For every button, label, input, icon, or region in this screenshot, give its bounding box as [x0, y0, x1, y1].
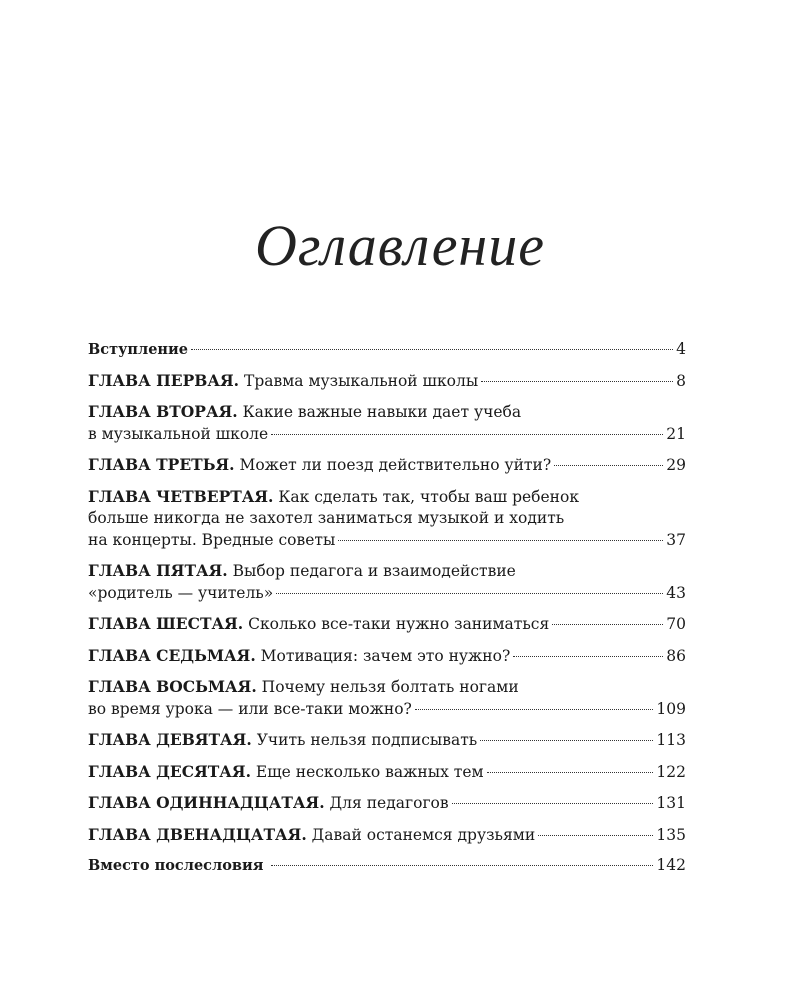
- toc-entry-label: Вместо послесловия: [88, 857, 264, 874]
- dot-leader: [271, 434, 663, 435]
- toc-entry-row: [88, 339, 686, 361]
- toc-entry-page: 109: [656, 699, 686, 718]
- toc-entry-row: [88, 824, 686, 847]
- toc-entry-title-cont: «родитель — учитель»: [88, 583, 274, 602]
- toc-entry-title: Как сделать так, чтобы ваш ребенок: [278, 487, 580, 506]
- toc-entry-title: Сколько все-таки нужно заниматься: [248, 615, 550, 633]
- toc-entry-page: 8: [676, 371, 686, 390]
- toc-entry-label: ГЛАВА ДЕСЯТАЯ.: [88, 761, 251, 781]
- toc-entry-title: Для педагогов: [329, 794, 449, 812]
- dot-leader: [552, 624, 663, 625]
- toc-entry-page: 37: [666, 530, 686, 549]
- toc-entry-title: Какие важные навыки дает учеба: [242, 403, 522, 421]
- toc-entry-title: Еще несколько важных тем: [255, 762, 484, 781]
- toc-entry-first-line: [88, 560, 686, 583]
- toc-entry-title-cont: во время урока — или все-таки можно?: [88, 699, 412, 718]
- toc-entry-page: 21: [666, 424, 686, 443]
- toc-entry-title: Может ли поезд действительно уйти?: [239, 456, 552, 474]
- table-of-contents: [88, 339, 686, 886]
- toc-entry-first-line: [88, 676, 686, 699]
- page-title: Оглавление: [255, 213, 545, 278]
- toc-entry-row: [88, 729, 686, 752]
- toc-entry-page: 43: [666, 583, 686, 602]
- toc-entry-chapter-12[interactable]: [88, 824, 686, 847]
- toc-entry-title-cont: в музыкальной школе: [88, 424, 269, 443]
- toc-entry-label: ГЛАВА ТРЕТЬЯ.: [88, 455, 235, 474]
- toc-entry-page: 70: [666, 615, 686, 633]
- toc-entry-chapter-6[interactable]: [88, 613, 686, 636]
- toc-entry-text: [88, 824, 535, 847]
- toc-entry-label: ГЛАВА ВОСЬМАЯ.: [88, 677, 257, 696]
- toc-entry-row: [88, 613, 686, 636]
- toc-entry-title: Почему нельзя болтать ногами: [261, 678, 519, 696]
- toc-entry-title: Давай останемся друзьями: [311, 825, 536, 844]
- toc-entry-page: 4: [676, 340, 686, 358]
- dot-leader: [481, 381, 673, 382]
- toc-entry-label: ГЛАВА ПЕРВАЯ.: [88, 370, 240, 390]
- toc-entry-chapter-10[interactable]: [88, 761, 686, 784]
- dot-leader: [538, 835, 653, 836]
- toc-entry-chapter-2[interactable]: [88, 401, 686, 445]
- toc-entry-introduction[interactable]: [88, 339, 686, 361]
- toc-entry-page: 86: [666, 646, 686, 665]
- toc-entry-row: [88, 855, 686, 877]
- toc-entry-label: ГЛАВА ЧЕТВЕРТАЯ.: [88, 486, 274, 506]
- toc-entry-page: 142: [656, 856, 686, 874]
- toc-entry-text: [88, 792, 449, 815]
- toc-entry-title: Мотивация: зачем это нужно?: [260, 646, 511, 665]
- toc-entry-first-line: [88, 486, 686, 509]
- toc-entry-text: [88, 761, 484, 784]
- toc-entry-page: 29: [666, 456, 686, 474]
- toc-entry-text: [88, 370, 478, 393]
- toc-entry-label: ГЛАВА СЕДЬМАЯ.: [88, 645, 256, 665]
- toc-entry-row: [88, 699, 686, 721]
- toc-entry-text: [88, 645, 510, 668]
- toc-entry-text: [88, 613, 549, 636]
- toc-entry-chapter-8[interactable]: [88, 676, 686, 720]
- dot-leader: [276, 593, 663, 594]
- toc-entry-text: [88, 855, 263, 877]
- toc-entry-label: ГЛАВА ШЕСТАЯ.: [88, 614, 244, 633]
- toc-entry-row: [88, 645, 686, 668]
- toc-entry-row: [88, 454, 686, 477]
- toc-entry-label: ГЛАВА ПЯТАЯ.: [88, 561, 228, 580]
- toc-entry-row: [88, 424, 686, 446]
- toc-entry-label: ГЛАВА ОДИННАДЦАТАЯ.: [88, 793, 325, 812]
- toc-entry-chapter-3[interactable]: [88, 454, 686, 477]
- dot-leader: [415, 709, 654, 710]
- toc-entry-label: Вступление: [88, 341, 189, 358]
- toc-entry-chapter-1[interactable]: [88, 370, 686, 393]
- toc-entry-chapter-7[interactable]: [88, 645, 686, 668]
- dot-leader: [338, 540, 663, 541]
- toc-entry-text: [88, 339, 188, 361]
- dot-leader: [480, 740, 653, 741]
- toc-entry-row: [88, 792, 686, 815]
- toc-entry-afterword[interactable]: [88, 855, 686, 877]
- dot-leader: [452, 803, 654, 804]
- toc-entry-label: ГЛАВА ВТОРАЯ.: [88, 402, 238, 421]
- toc-entry-text: [88, 729, 477, 752]
- toc-entry-row: [88, 761, 686, 784]
- toc-entry-row: [88, 530, 686, 552]
- toc-entry-label: ГЛАВА ДВЕНАДЦАТАЯ.: [88, 824, 307, 844]
- toc-entry-text: [88, 454, 551, 477]
- toc-entry-chapter-9[interactable]: [88, 729, 686, 752]
- toc-entry-chapter-5[interactable]: [88, 560, 686, 604]
- dot-leader: [271, 865, 653, 866]
- toc-entry-page: 122: [656, 762, 686, 781]
- toc-entry-first-line: [88, 401, 686, 424]
- toc-entry-row: [88, 583, 686, 605]
- toc-entry-row: [88, 370, 686, 393]
- toc-entry-chapter-4[interactable]: [88, 486, 686, 552]
- toc-entry-title-cont: больше никогда не захотел заниматься музыкой и ходить: [88, 509, 565, 527]
- toc-entry-page: 135: [656, 825, 686, 844]
- dot-leader: [513, 656, 663, 657]
- dot-leader: [191, 349, 673, 350]
- dot-leader: [554, 465, 663, 466]
- toc-entry-title: Травма музыкальной школы: [244, 371, 479, 390]
- dot-leader: [487, 772, 654, 773]
- toc-entry-title: Выбор педагога и взаимодействие: [232, 562, 516, 580]
- toc-entry-chapter-11[interactable]: [88, 792, 686, 815]
- toc-entry-label: ГЛАВА ДЕВЯТАЯ.: [88, 730, 252, 749]
- toc-entry-page: 113: [656, 731, 686, 749]
- toc-entry-title-cont: на концерты. Вредные советы: [88, 530, 336, 549]
- toc-entry-title: Учить нельзя подписывать: [256, 731, 478, 749]
- toc-entry-page: 131: [656, 794, 686, 812]
